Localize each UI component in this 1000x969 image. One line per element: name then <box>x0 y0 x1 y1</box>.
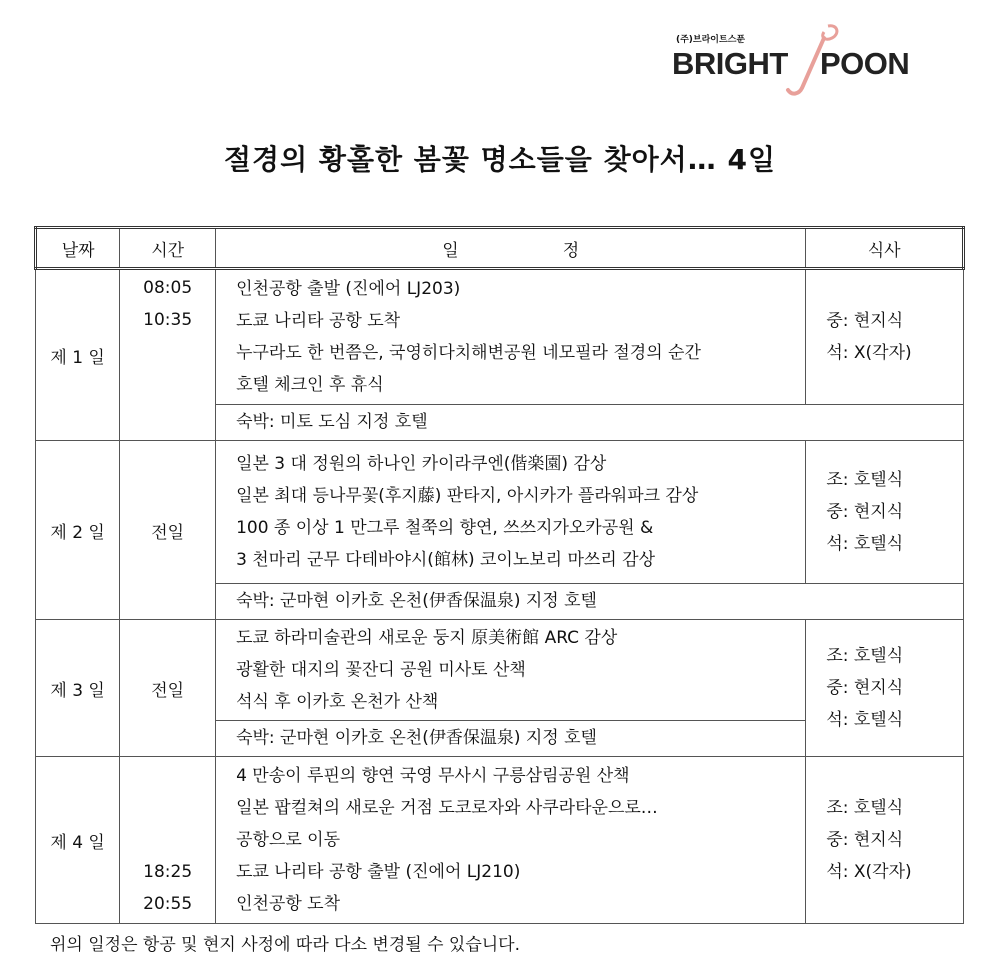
schedule-line: 인천공항 도착 <box>236 894 340 914</box>
time-text: 20:55 <box>143 894 193 914</box>
meal-line: 중: 현지식 <box>826 311 904 331</box>
header-schedule-b: 정 <box>562 240 580 261</box>
day-label: 제 2 일 <box>36 441 120 620</box>
schedule-cell <box>216 269 806 405</box>
lodging-text: 숙박: 군마현 이카호 온천(伊香保温泉) 지정 호텔 <box>236 591 597 611</box>
meal-cell <box>806 269 964 405</box>
schedule-line: 3 천마리 군무 다테바야시(館林) 코이노보리 마쓰리 감상 <box>236 550 656 570</box>
time-cell <box>120 269 216 441</box>
lodging-text: 숙박: 군마현 이카호 온천(伊香保温泉) 지정 호텔 <box>236 728 597 748</box>
table-row <box>36 620 964 721</box>
meal-line: 중: 현지식 <box>826 678 904 698</box>
day-label: 제 1 일 <box>36 269 120 441</box>
table-header-row <box>36 228 964 269</box>
schedule-line: 일본 3 대 정원의 하나인 카이라쿠엔(偕楽園) 감상 <box>236 454 607 474</box>
schedule-line: 도쿄 나리타 공항 출발 (진에어 LJ210) <box>236 862 521 882</box>
meal-line: 석: X(각자) <box>826 862 912 882</box>
time-text <box>120 824 215 856</box>
table-row <box>36 441 964 584</box>
schedule-line: 일본 최대 등나무꽃(후지藤) 판타지, 아시카가 플라워파크 감상 <box>236 486 699 506</box>
lodging-cell <box>216 721 806 757</box>
schedule-line: 광활한 대지의 꽃잔디 공원 미사토 산책 <box>236 660 526 680</box>
table-row <box>36 269 964 405</box>
time-text: 08:05 <box>143 278 193 298</box>
meal-line: 조: 호텔식 <box>826 798 904 818</box>
schedule-line: 석식 후 이카호 온천가 산책 <box>236 692 439 712</box>
schedule-cell <box>216 441 806 584</box>
time-text <box>120 760 215 792</box>
schedule-line: 공항으로 이동 <box>236 830 340 850</box>
table-row <box>36 757 964 924</box>
meal-line: 조: 호텔식 <box>826 470 904 490</box>
schedule-line: 100 종 이상 1 만그루 철쭉의 향연, 쓰쓰지가오카공원 & <box>236 518 654 538</box>
meal-cell <box>806 620 964 757</box>
time-text: 전일 <box>120 620 216 757</box>
schedule-cell <box>216 620 806 721</box>
lodging-cell <box>216 584 964 620</box>
schedule-line: 누구라도 한 번쯤은, 국영히다치해변공원 네모필라 절경의 순간 <box>236 343 701 363</box>
schedule-line: 인천공항 출발 (진에어 LJ203) <box>236 279 461 299</box>
time-cell <box>120 757 216 924</box>
header-schedule <box>216 228 806 269</box>
lodging-cell <box>216 405 964 441</box>
schedule-line: 도쿄 나리타 공항 도착 <box>236 311 401 331</box>
schedule-line: 호텔 체크인 후 휴식 <box>236 375 384 395</box>
logo-small-text: (주)브라이트스푼 <box>676 35 746 45</box>
footnote: 위의 일정은 항공 및 현지 사정에 따라 다소 변경될 수 있습니다. <box>50 935 520 955</box>
lodging-text: 숙박: 미토 도심 지정 호텔 <box>236 412 428 432</box>
time-text: 10:35 <box>143 310 193 330</box>
header-meal: 식사 <box>806 228 964 269</box>
meal-line: 석: X(각자) <box>826 343 912 363</box>
meal-cell <box>806 441 964 584</box>
schedule-line: 도쿄 하라미술관의 새로운 둥지 原美術館 ARC 감상 <box>236 628 618 648</box>
logo-word-left: BRIGHT <box>672 46 788 81</box>
meal-line: 석: 호텔식 <box>826 710 904 730</box>
logo-word-right: POON <box>820 46 910 81</box>
time-text: 18:25 <box>143 862 193 882</box>
meal-line: 중: 현지식 <box>826 830 904 850</box>
company-logo <box>668 18 930 98</box>
schedule-line: 4 만송이 루핀의 향연 국영 무사시 구릉삼림공원 산책 <box>236 766 630 786</box>
time-text <box>120 792 215 824</box>
page-title: 절경의 황홀한 봄꽃 명소들을 찾아서… 4일 <box>224 143 776 176</box>
day-label: 제 4 일 <box>36 757 120 924</box>
header-day: 날짜 <box>36 228 120 269</box>
meal-cell <box>806 757 964 924</box>
itinerary-table <box>34 226 965 924</box>
meal-line: 중: 현지식 <box>826 502 904 522</box>
meal-line: 조: 호텔식 <box>826 646 904 666</box>
time-text: 전일 <box>120 441 216 620</box>
day-label: 제 3 일 <box>36 620 120 757</box>
meal-line: 석: 호텔식 <box>826 534 904 554</box>
schedule-line: 일본 팝컬쳐의 새로운 거점 도코로자와 사쿠라타운으로… <box>236 798 658 818</box>
header-time: 시간 <box>120 228 216 269</box>
schedule-cell <box>216 757 806 924</box>
header-schedule-a: 일 <box>442 240 459 261</box>
